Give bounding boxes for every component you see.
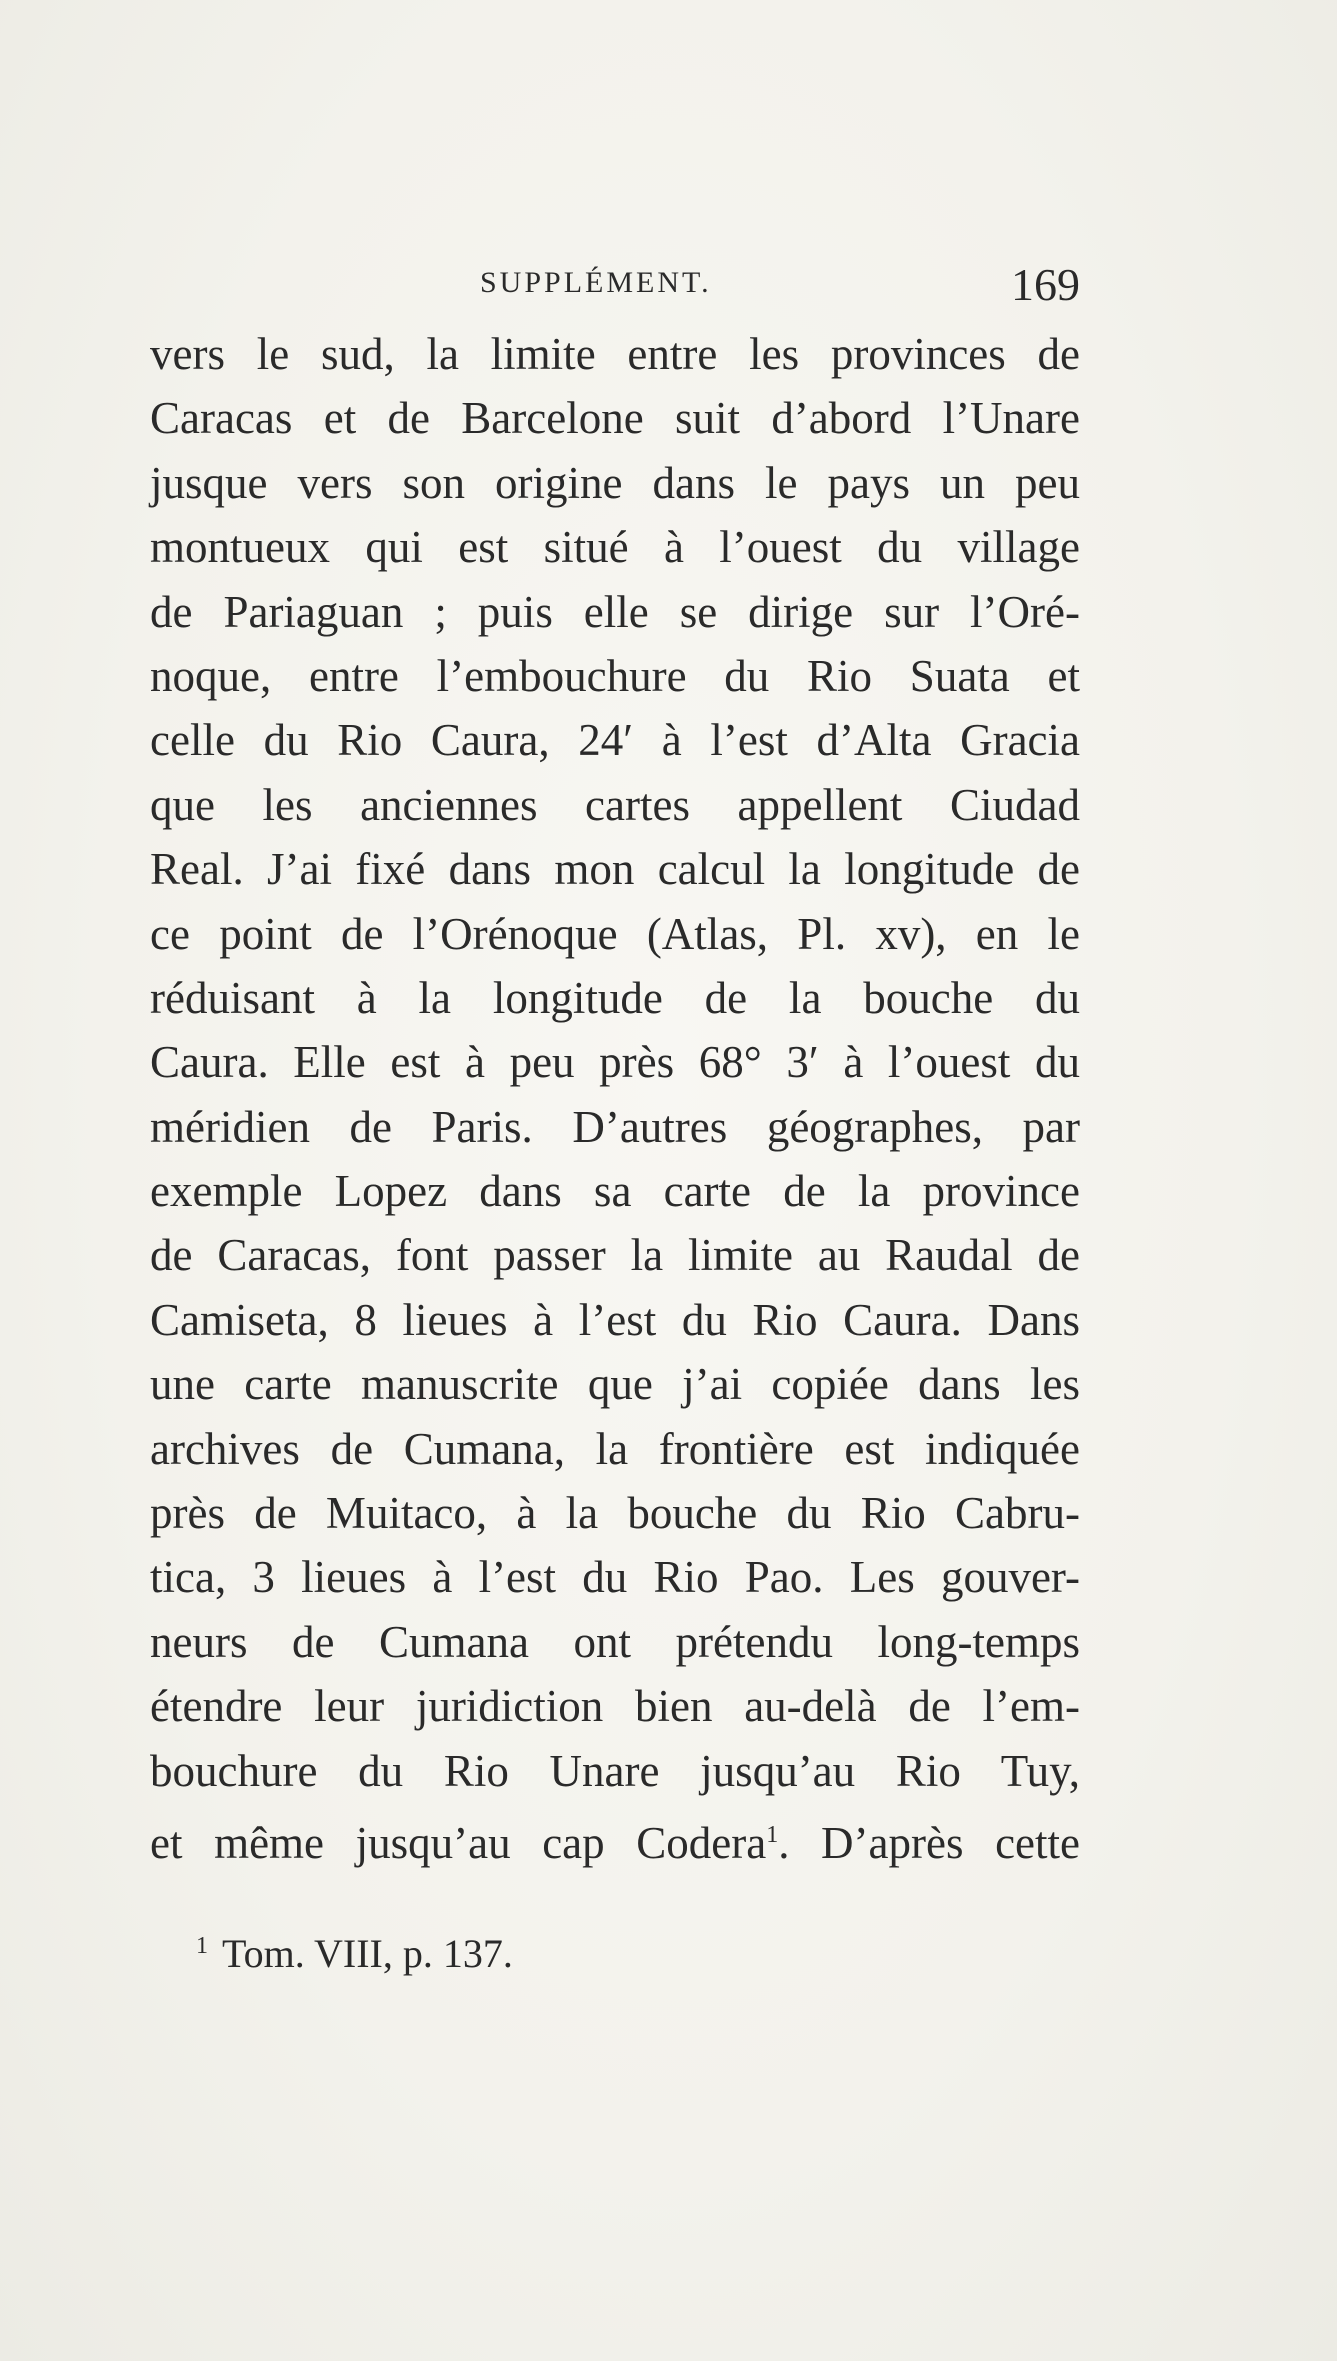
text-line: que les anciennes cartes appellent Ciudad (150, 779, 1080, 830)
text-line: jusque vers son origine dans le pays un peu (150, 457, 1080, 508)
text-line-last (150, 1803, 1080, 1867)
text-line: archives de Cumana, la frontière est indiquée (150, 1423, 1080, 1474)
text-line: vers le sud, la limite entre les provinces de (150, 329, 1080, 379)
text-line: Real. J’ai fixé dans mon calcul la longitude de (150, 844, 1080, 895)
running-head-title: SUPPLÉMENT. (480, 266, 712, 299)
text-line: montueux qui est situé à l’ouest du village (150, 522, 1080, 573)
text-line: Caura. Elle est à peu près 68° 3′ à l’ouest du (150, 1037, 1080, 1088)
text-line: neurs de Cumana ont prétendu long-temps (150, 1616, 1080, 1667)
text-line: réduisant à la longitude de la bouche du (150, 972, 1080, 1023)
text-line: exemple Lopez dans sa carte de la province (150, 1166, 1080, 1217)
page-number: 169 (1011, 259, 1080, 310)
text-line: celle du Rio Caura, 24′ à l’est d’Alta Gracia (150, 715, 1080, 766)
footnote-text: Tom. VIII, p. 137. (222, 1931, 513, 1976)
text-line: une carte manuscrite que j’ai copiée dans les (150, 1359, 1080, 1410)
body-text (150, 322, 1080, 1867)
text-line: près de Muitaco, à la bouche du Rio Cabru- (150, 1488, 1080, 1539)
running-head (150, 258, 1080, 318)
text-line: bouchure du Rio Unare jusqu’au Rio Tuy, (150, 1745, 1080, 1796)
text-line: étendre leur juridiction bien au-delà de l’em- (150, 1681, 1080, 1732)
text-line: de Pariaguan ; puis elle se dirige sur l’Oré- (150, 586, 1080, 637)
footnote (196, 1930, 513, 1977)
text-line: ce point de l’Orénoque (Atlas, Pl. xv), en le (150, 908, 1080, 959)
text-line-segment: . D’après cette (778, 1817, 1081, 1868)
footnote-marker: 1 (196, 1932, 208, 1959)
text-line-segment: et même jusqu’au cap Codera (150, 1817, 767, 1868)
text-line: méridien de Paris. D’autres géographes, par (150, 1101, 1080, 1152)
footnote-reference: 1 (766, 1821, 779, 1848)
text-line: tica, 3 lieues à l’est du Rio Pao. Les gouver- (150, 1552, 1080, 1603)
text-line: noque, entre l’embouchure du Rio Suata et (150, 650, 1080, 701)
text-line: de Caracas, font passer la limite au Raudal de (150, 1230, 1080, 1281)
text-line: Caracas et de Barcelone suit d’abord l’Unare (150, 393, 1080, 444)
text-line: Camiseta, 8 lieues à l’est du Rio Caura. Dans (150, 1294, 1080, 1345)
